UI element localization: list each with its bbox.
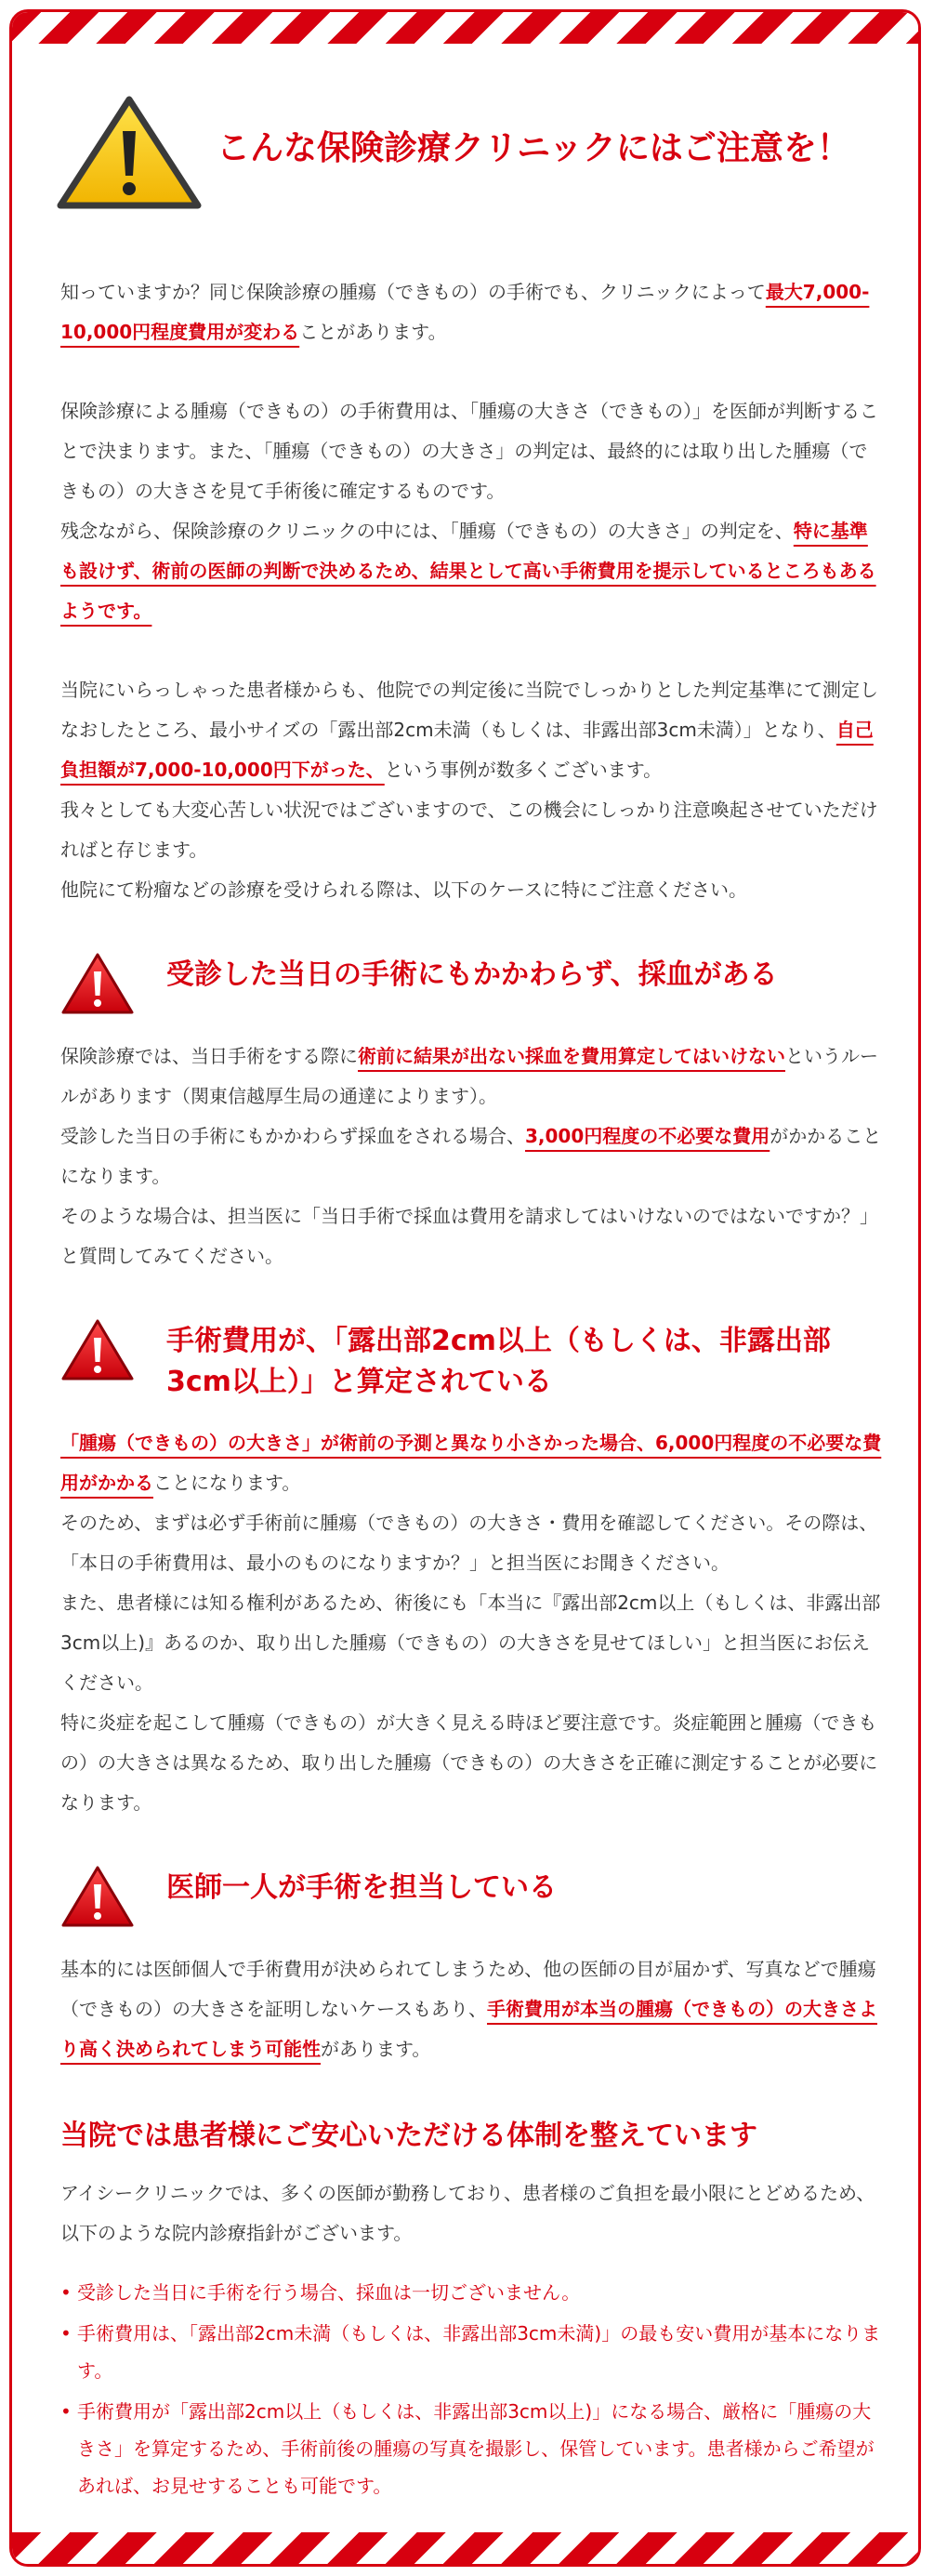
intro-paragraph-6: 他院にて粉瘤などの診療を受けられる際は、以下のケースに特にご注意ください。: [60, 878, 747, 901]
section3-paragraph-1: 基本的には医師個人で手術費用が決められてしまうため、他の医師の目が届かず、写真などで腫瘍（できもの）の大きさを証明しないケースもあり、手術費用が本当の腫瘍（できもの）の大きさより高く決められてしまう可能性があります。: [60, 1958, 877, 2060]
section-heading-size-calculation: [60, 1314, 883, 1403]
intro-paragraph-5: 我々としても大変心苦しい状況ではございますので、この機会にしっかり注意喚起させていただければと存じます。: [60, 799, 878, 861]
section2-paragraph-3: また、患者様には知る権利があるため、術後にも「本当に『露出部2cm以上（もしくは、非露出部3cm以上)』あるのか、取り出した腫瘍（できもの）の大きさを見せてほしい」と担当医にお伝えください。: [60, 1592, 881, 1694]
section2-paragraph-4: 特に炎症を起こして腫瘍（できもの）が大きく見える時ほど要注意です。炎症範囲と腫瘍（できもの）の大きさは異なるため、取り出した腫瘍（できもの）の大きさを正確に測定することが必要になります。: [60, 1711, 878, 1814]
section-title: 医師一人が手術を担当している: [166, 1871, 557, 1904]
warning-triangle-icon: [55, 94, 204, 215]
intro-paragraph-3: 残念ながら、保険診療のクリニックの中には、「腫瘍（できもの）の大きさ」の判定を、特に基準も設けず、術前の医師の判断で決めるため、結果として高い手術費用を提示しているところもあるようです。: [60, 520, 876, 622]
list-item: • 受診した当日に手術を行う場合、採血は一切ございません。: [60, 2274, 883, 2311]
list-item: • 手術費用が「露出部2cm以上（もしくは、非露出部3cm以上)」になる場合、厳格に「腫瘍の大きさ」を算定するため、手術前後の腫瘍の写真を撮影し、保管しています。患者様からご希望があれば、お見せすることも可能です。: [60, 2393, 883, 2504]
section1-paragraph-2: 受診した当日の手術にもかかわらず採血をされる場合、3,000円程度の不必要な費用がかかることになります。: [60, 1125, 882, 1187]
section-title: 手術費用が、「露出部2cm以上（もしくは、非露出部3cm以上）」と算定されている: [166, 1325, 831, 1398]
intro-paragraph-2: 保険診療による腫瘍（できもの）の手術費用は、「腫瘍の大きさ（できもの）」を医師が判断することで決まります。また、「腫瘍（できもの）の大きさ」の判定は、最終的には取り出した腫瘍（できもの）の大きさを見て手術後に確定するものです。: [60, 400, 878, 502]
clinic-policy-list: [60, 2274, 883, 2504]
list-item: • 手術費用は、「露出部2cm未満（もしくは、非露出部3cm未満)」の最も安い費用が基本になります。: [60, 2315, 883, 2389]
bottom-stripe-border: [12, 2532, 918, 2564]
section-heading-blood-test: [60, 947, 883, 1016]
clinic-policy-title: 当院では患者様にご安心いただける体制を整えています: [60, 2120, 757, 2152]
notice-content: [60, 94, 883, 2508]
section1-paragraph-3: そのような場合は、担当医に「当日手術で採血は費用を請求してはいけないのではないですか？」と質問してみてください。: [60, 1205, 878, 1267]
notice-frame: [9, 9, 921, 2567]
section1-paragraph-1: 保険診療では、当日手術をする際に術前に結果が出ない採血を費用算定してはいけないというルールがあります（関東信越厚生局の通達によります）。: [60, 1045, 878, 1107]
main-title: こんな保険診療クリニックにはご注意を！: [217, 129, 850, 167]
clinic-policy-paragraph: アイシークリニックでは、多くの医師が勤務しており、患者様のご負担を最小限にとどめるため、以下のような院内診療指針がございます。: [60, 2182, 875, 2244]
warning-triangle-icon: [60, 1317, 135, 1382]
warning-triangle-icon: [60, 951, 135, 1016]
warning-triangle-icon: [60, 1864, 135, 1929]
intro-paragraph-1: 知っていますか？同じ保険診療の腫瘍（できもの）の手術でも、クリニックによって最大7,000-10,000円程度費用が変わることがあります。: [60, 281, 870, 343]
section2-paragraph-1: 「腫瘍（できもの）の大きさ」が術前の予測と異なり小さかった場合、6,000円程度の不必要な費用がかかることになります。: [60, 1432, 882, 1494]
main-heading: [60, 94, 883, 215]
section-heading-single-doctor: [60, 1860, 883, 1929]
section-title: 受診した当日の手術にもかかわらず、採血がある: [166, 958, 778, 991]
section2-paragraph-2: そのため、まずは必ず手術前に腫瘍（できもの）の大きさ・費用を確認してください。その際は、「本日の手術費用は、最小のものになりますか？」と担当医にお聞きください。: [60, 1512, 878, 1574]
intro-paragraph-4: 当院にいらっしゃった患者様からも、他院での判定後に当院でしっかりとした判定基準にて測定しなおしたところ、最小サイズの「露出部2cm未満（もしくは、非露出部3cm未満）」となり、自己負担額が7,000-10,000円下がった、という事例が数多くございます。: [60, 679, 878, 781]
top-stripe-border: [12, 12, 918, 44]
